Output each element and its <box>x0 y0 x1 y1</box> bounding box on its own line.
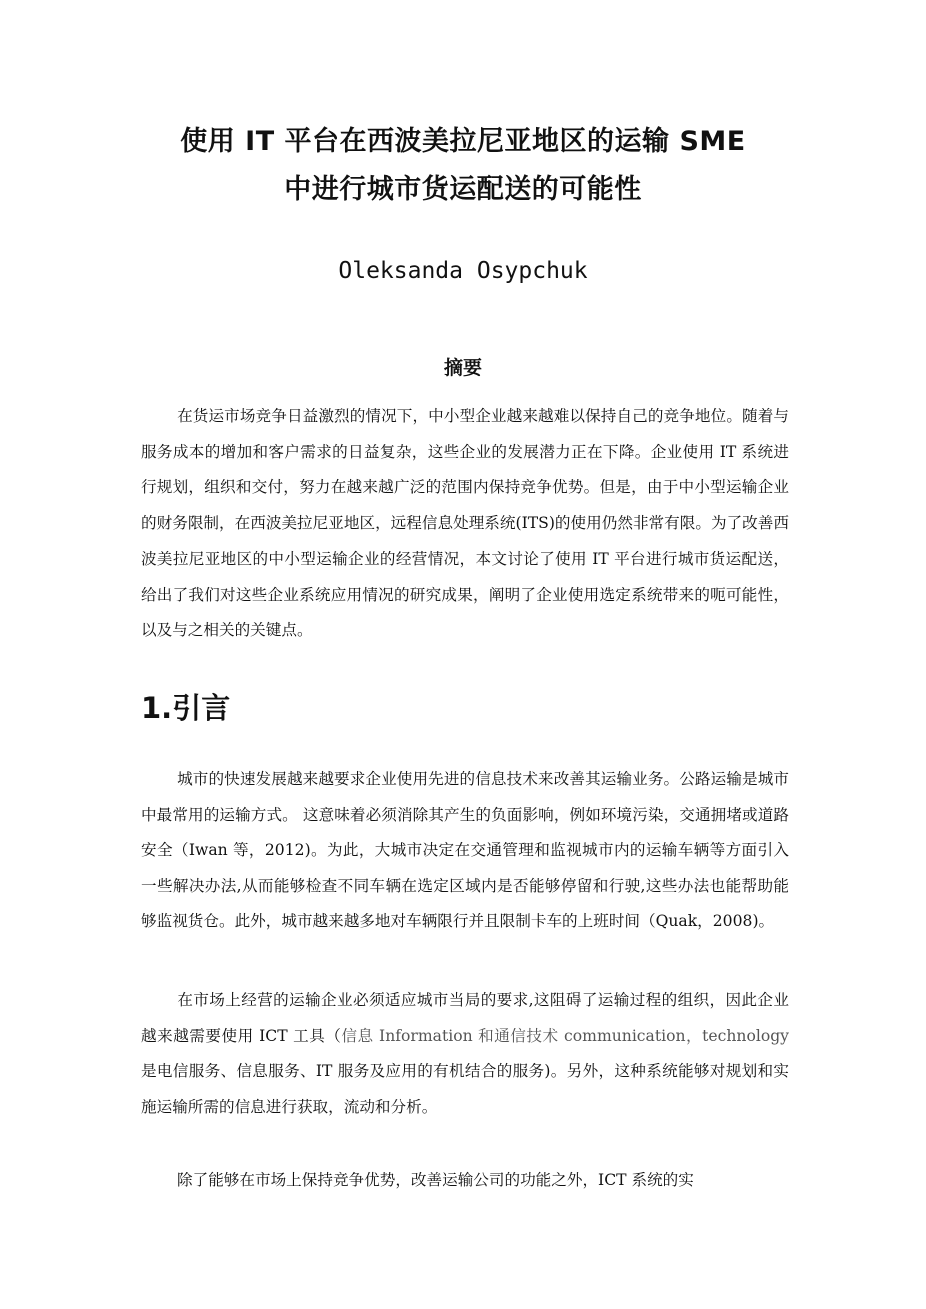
intro-paragraph-3 <box>141 1163 789 1199</box>
intro-paragraph-1 <box>141 762 789 940</box>
intro-paragraph-2 <box>141 983 789 1125</box>
intro-paragraph-1-text: 城市的快速发展越来越要求企业使用先进的信息技术来改善其运输业务。公路运输是城市中最常用的运输方式。 这意味着必须消除其产生的负面影响，例如环境污染，交通拥堵或道路安全（Iwan 等，2012)。为此，大城市决定在交通管理和监视城市内的运输车辆等方面引入一些解决办法,从而能够检查不同车辆在选定区域内是否能够停留和行驶,这些办法也能帮助能够监视货仓。此外，城市越来越多地对车辆限行并且限制卡车的上班时间（Quak，2008)。 <box>141 770 789 930</box>
paper-title <box>100 118 826 214</box>
abstract-paragraph <box>141 399 789 649</box>
author-name: Oleksanda Osypchuk <box>338 258 588 284</box>
section-heading-introduction: 1.引言 <box>141 691 231 725</box>
abstract-text: 在货运市场竞争日益激烈的情况下，中小型企业越来越难以保持自己的竞争地位。随着与服务成本的增加和客户需求的日益复杂，这些企业的发展潜力正在下降。企业使用 IT 系统进行规划，组织和交付，努力在越来越广泛的范围内保持竞争优势。但是，由于中小型运输企业的财务限制，在西波美拉尼亚地区，远程信息处理系统(ITS)的使用仍然非常有限。为了改善西波美拉尼亚地区的中小型运输企业的经营情况，本文讨论了使用 IT 平台进行城市货运配送，给出了我们对这些企业系统应用情况的研究成果，阐明了企业使用选定系统带来的呃可能性，以及与之相关的关键点。 <box>141 407 789 640</box>
intro-paragraph-2-text-a: 在市场上经营的运输企业必须适应城市当局的要求,这阻碍了运输过程的组织，因此企业越来越需要使用 ICT 工具（ <box>141 991 789 1045</box>
intro-paragraph-3-text: 除了能够在市场上保持竞争优势，改善运输公司的功能之外，ICT 系统的实 <box>177 1171 694 1189</box>
intro-paragraph-2-text-b: 是电信服务、信息服务、IT 服务及应用的有机结合的服务)。另外，这种系统能够对规划和实施运输所需的信息进行获取，流动和分析。 <box>141 1062 789 1116</box>
ict-definition-text: 信息 Information 和通信技术 communication，technology <box>341 1026 789 1045</box>
abstract-heading: 摘要 <box>443 357 482 379</box>
paper-title-line-1: 使用 IT 平台在西波美拉尼亚地区的运输 SME <box>180 126 746 157</box>
paper-title-line-2: 中进行城市货运配送的可能性 <box>284 174 642 205</box>
